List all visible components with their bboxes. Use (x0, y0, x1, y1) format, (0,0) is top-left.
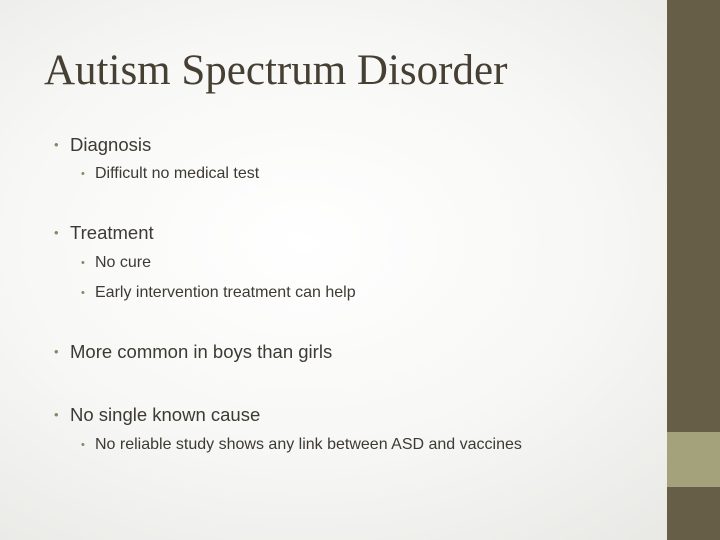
bullet-dot-icon: • (54, 137, 59, 152)
bullet-text: No single known cause (70, 404, 261, 425)
sub-bullet-text: No reliable study shows any link between ASD and vaccines (95, 436, 522, 453)
sub-bullet-vaccines (81, 435, 522, 455)
slide-title: Autism Spectrum Disorder (44, 47, 508, 94)
side-accent-block (667, 432, 720, 487)
bullet-treatment (54, 222, 154, 244)
sub-bullet-text: Difficult no medical test (95, 165, 260, 182)
bullet-dot-icon: • (81, 257, 85, 269)
bullet-text: Treatment (70, 222, 154, 243)
bullet-more-common (54, 341, 333, 363)
sub-bullet-early-intervention (81, 283, 356, 303)
bullet-dot-icon: • (81, 168, 85, 180)
bullet-text: More common in boys than girls (70, 341, 333, 362)
bullet-no-single-cause (54, 404, 261, 426)
bullet-dot-icon: • (54, 344, 59, 359)
sub-bullet-text: Early intervention treatment can help (95, 284, 356, 301)
sub-bullet-text: No cure (95, 254, 152, 271)
bullet-dot-icon: • (81, 439, 85, 451)
bullet-text: Diagnosis (70, 134, 152, 155)
sub-bullet-diagnosis-detail (81, 164, 260, 184)
sub-bullet-no-cure (81, 253, 152, 273)
bullet-dot-icon: • (54, 407, 59, 422)
bullet-diagnosis (54, 134, 152, 156)
bullet-dot-icon: • (54, 225, 59, 240)
bullet-dot-icon: • (81, 287, 85, 299)
